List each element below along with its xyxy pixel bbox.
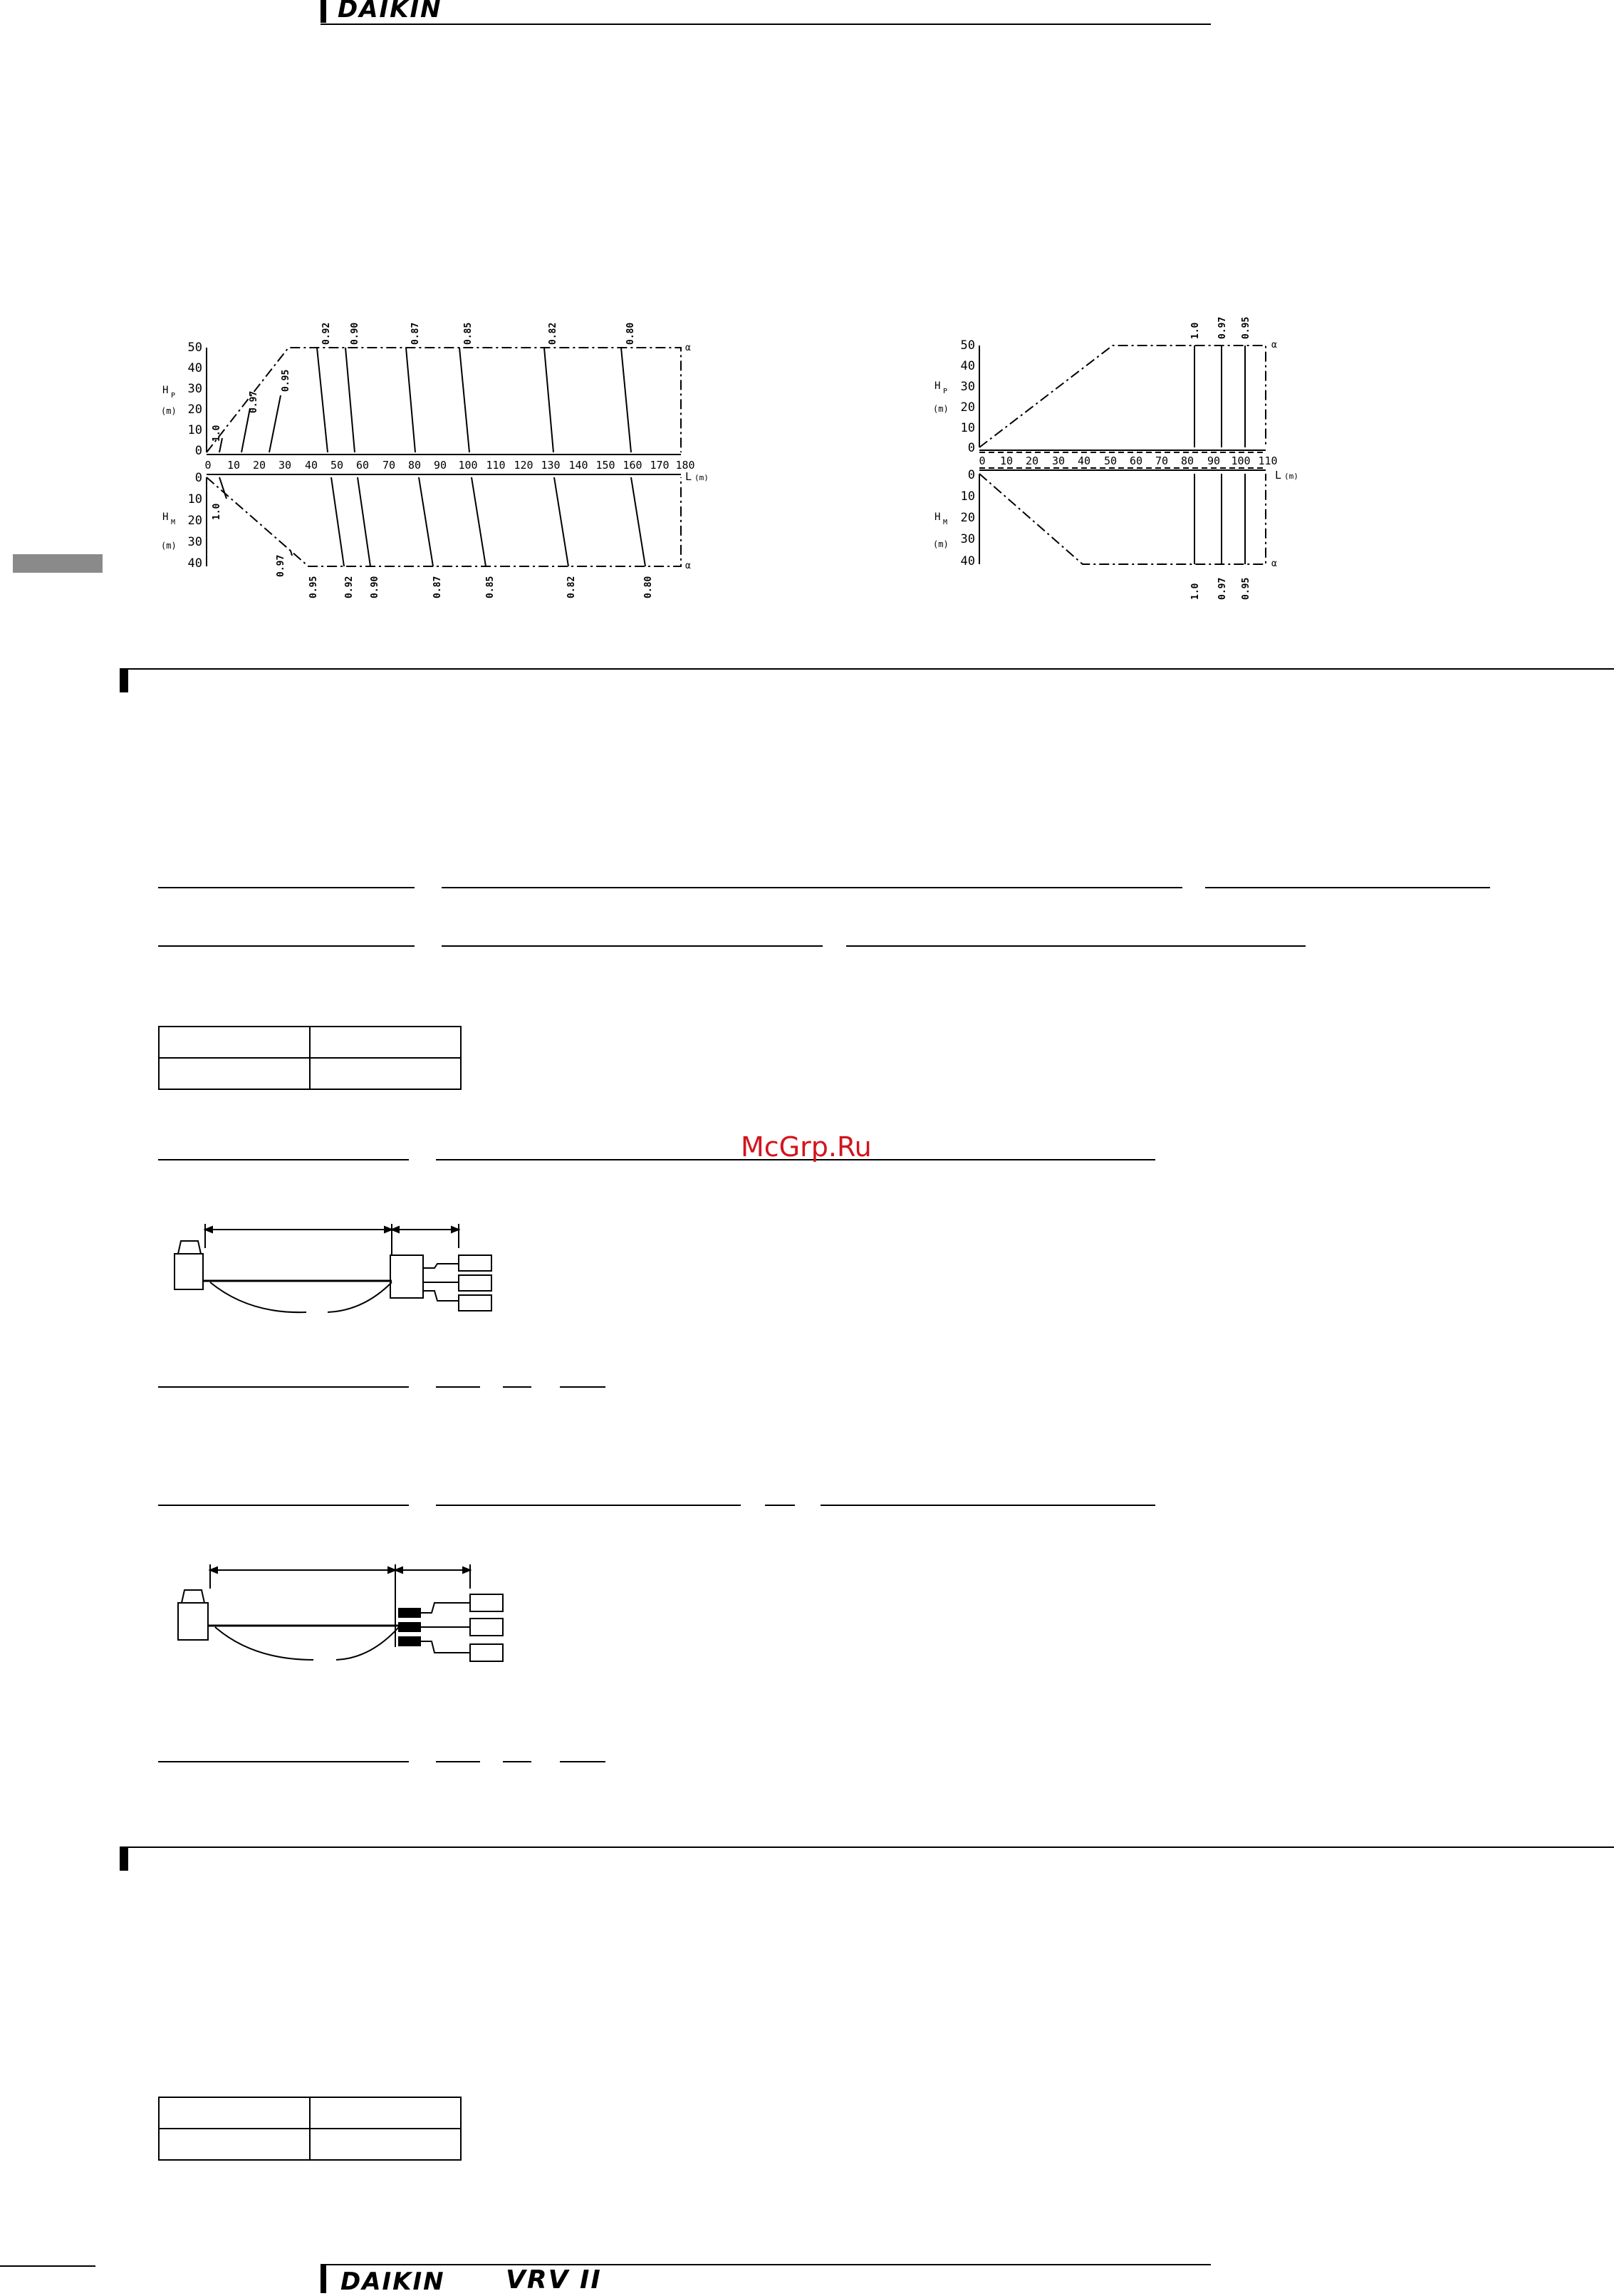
blank-table-2 xyxy=(158,2097,462,2161)
indoor-unit xyxy=(459,1255,491,1271)
form-blank xyxy=(442,945,823,947)
chart-left-top-factor: 0.92 xyxy=(321,322,332,345)
form-blank xyxy=(158,887,415,888)
chart-left-x-tick: 180 xyxy=(675,459,695,472)
chart-right-hp-tick: 30 xyxy=(960,380,975,394)
chart-right-x-tick: 0 xyxy=(979,454,986,467)
chart-left-x-tick: 160 xyxy=(623,459,642,472)
chart-left-hp-tick: 0 xyxy=(194,444,202,458)
form-blank xyxy=(158,1505,409,1506)
chart-left-hp-sub: P xyxy=(171,392,176,400)
chart-left-bottom-envelope xyxy=(207,477,681,566)
chart-right-hp-tick: 10 xyxy=(960,421,975,435)
chart-left-x-tick: 50 xyxy=(330,459,344,472)
form-blank xyxy=(158,1159,409,1160)
chart-left-bottom-factor: 0.92 xyxy=(344,576,355,598)
chart-left-x-tick: 70 xyxy=(382,459,396,472)
chart-left-hm-tick: 20 xyxy=(187,514,202,528)
chart-left-x-tick: 150 xyxy=(595,459,615,472)
header-rule xyxy=(321,24,1211,25)
chart-left xyxy=(142,313,712,606)
chart-left-x-tick: 10 xyxy=(227,459,241,472)
chart-right-x-tick: 20 xyxy=(1025,454,1039,467)
chart-left-hp-tick: 10 xyxy=(187,423,202,437)
chart-left-top-factor: 0.80 xyxy=(625,322,636,345)
section-1-marker xyxy=(120,668,128,692)
chart-right-hp-unit: (m) xyxy=(933,404,949,414)
chart-left-hp-label: H xyxy=(162,385,169,396)
chart-right-hp-label: H xyxy=(934,380,941,392)
chart-left-top-factor-lines xyxy=(219,348,631,452)
chart-left-x-tick: 100 xyxy=(458,459,478,472)
piping-diagram-2 xyxy=(171,1553,513,1667)
chart-left-bottom-factor: 0.97 xyxy=(276,554,286,577)
chart-left-x-tick: 90 xyxy=(433,459,447,472)
chart-left-bottom-factor-lines xyxy=(219,477,645,566)
chart-left-top-factor: 0.95 xyxy=(281,369,291,392)
chart-left-hp-unit: (m) xyxy=(161,406,177,416)
chart-right-hm-tick: 20 xyxy=(960,511,975,525)
chart-right-hm-tick: 10 xyxy=(960,489,975,504)
table-cell xyxy=(310,2129,461,2160)
chart-left-bottom-factor: 0.80 xyxy=(643,576,654,598)
header-brand-bar xyxy=(321,0,326,23)
chart-right-hm-unit: (m) xyxy=(933,539,949,549)
chart-right-bottom-factor: 0.95 xyxy=(1241,577,1251,600)
chart-left-x-tick: 40 xyxy=(304,459,318,472)
outdoor-unit xyxy=(178,1603,208,1640)
form-blank xyxy=(503,1386,531,1388)
chart-left-top-factor: 0.87 xyxy=(410,322,421,345)
chart-right-hp-tick: 50 xyxy=(960,338,975,353)
chart-right-bottom-factor: 1.0 xyxy=(1190,583,1201,600)
chart-right-top-factor: 0.95 xyxy=(1241,316,1251,339)
footer-product-logo: VRV II xyxy=(506,2265,602,2295)
form-blank xyxy=(436,1761,480,1762)
indoor-unit xyxy=(470,1619,503,1636)
indoor-unit xyxy=(459,1295,491,1311)
chart-right-hp-sub: P xyxy=(943,388,948,395)
chart-left-hm-label: H xyxy=(162,511,169,523)
chart-left-x-tick: 20 xyxy=(252,459,266,472)
chart-left-x-tick: 80 xyxy=(407,459,422,472)
table-cell xyxy=(310,1027,461,1058)
chart-left-bottom-factor: 0.90 xyxy=(370,576,380,598)
chart-left-hm-sub: M xyxy=(171,519,176,526)
chart-right-hp-tick: 40 xyxy=(960,359,975,373)
chart-left-hp-tick: 40 xyxy=(187,361,202,375)
table-cell xyxy=(159,1058,310,1089)
chart-right-hm-tick: 40 xyxy=(960,554,975,568)
chart-right-hp-tick: 20 xyxy=(960,400,975,415)
chart-right-bottom-envelope xyxy=(979,474,1266,564)
chart-left-top-envelope xyxy=(207,348,681,452)
form-blank xyxy=(765,1505,795,1506)
form-blank xyxy=(503,1761,531,1762)
footer-left-rule xyxy=(0,2265,95,2267)
form-blank xyxy=(158,945,415,947)
chart-right-x-tick: 80 xyxy=(1180,454,1194,467)
form-blank xyxy=(560,1761,605,1762)
outdoor-unit xyxy=(175,1254,203,1289)
chart-right-x-tick: 60 xyxy=(1129,454,1143,467)
table-cell xyxy=(310,2097,461,2129)
chart-left-hm-tick: 10 xyxy=(187,492,202,507)
chart-left-hm-unit: (m) xyxy=(161,541,177,551)
branch-joint xyxy=(399,1637,420,1646)
chart-left-hm-tick: 30 xyxy=(187,535,202,549)
chart-right-top-envelope xyxy=(979,346,1266,447)
chart-right-x-tick: 70 xyxy=(1155,454,1169,467)
piping-diagram-1 xyxy=(171,1211,499,1325)
table-cell xyxy=(159,2097,310,2129)
chart-left-x-unit: (m) xyxy=(694,473,709,482)
chart-left-x-tick: 120 xyxy=(514,459,533,472)
form-blank xyxy=(436,1505,741,1506)
chart-left-hm-tick: 0 xyxy=(194,471,202,485)
chart-right-hm-label: H xyxy=(934,511,941,523)
chart-left-x-tick: 30 xyxy=(278,459,292,472)
section-2-marker xyxy=(120,1846,128,1871)
chart-right-x-tick: 30 xyxy=(1051,454,1066,467)
chart-left-top-factor: 0.82 xyxy=(548,322,558,345)
section-1-rule xyxy=(120,668,1614,670)
chart-left-alpha-top: α xyxy=(685,343,691,353)
chart-left-bottom-factor: 0.85 xyxy=(485,576,496,598)
form-blank xyxy=(1205,887,1490,888)
chart-left-top-factor: 0.90 xyxy=(350,322,360,345)
chart-left-top-factor: 0.97 xyxy=(249,390,259,413)
chart-right-hm-sub: M xyxy=(943,519,948,526)
side-tab xyxy=(13,554,103,573)
chart-right-x-tick: 10 xyxy=(999,454,1014,467)
chart-left-hm-tick: 40 xyxy=(187,556,202,571)
chart-left-top-factor: 0.85 xyxy=(463,322,474,345)
section-2-rule xyxy=(120,1846,1614,1848)
chart-left-alpha-bottom: α xyxy=(685,561,691,571)
chart-left-bottom-factor: 0.87 xyxy=(432,576,443,598)
chart-right-bottom-factor: 0.97 xyxy=(1217,577,1228,600)
chart-right-hm-tick: 30 xyxy=(960,532,975,546)
chart-right-top-factor: 0.97 xyxy=(1217,316,1228,339)
table-cell xyxy=(159,2129,310,2160)
chart-right-alpha-bottom: α xyxy=(1271,559,1277,569)
chart-left-hp-tick: 30 xyxy=(187,382,202,396)
chart-left-x-tick: 110 xyxy=(486,459,506,472)
table-cell xyxy=(159,1027,310,1058)
chart-left-bottom-factor: 0.95 xyxy=(308,576,319,598)
chart-right-hm-tick: 0 xyxy=(967,468,975,482)
chart-left-hp-tick: 50 xyxy=(187,341,202,355)
footer-brand-logo: DAIKIN xyxy=(340,2268,445,2296)
indoor-unit xyxy=(470,1644,503,1661)
chart-right-x-tick: 50 xyxy=(1103,454,1118,467)
form-blank xyxy=(846,945,1306,947)
chart-left-bottom-factor: 0.82 xyxy=(566,576,577,598)
branch-joint xyxy=(399,1623,420,1631)
form-blank xyxy=(158,1761,409,1762)
chart-right-x-label: L xyxy=(1275,469,1282,482)
form-blank xyxy=(436,1386,480,1388)
chart-right xyxy=(912,306,1311,606)
chart-left-x-tick: 130 xyxy=(541,459,561,472)
indoor-unit xyxy=(470,1594,503,1611)
chart-right-x-tick: 40 xyxy=(1077,454,1091,467)
form-blank xyxy=(158,1386,409,1388)
chart-left-hp-tick: 20 xyxy=(187,402,202,417)
chart-left-x-tick: 0 xyxy=(204,459,212,472)
watermark-text: McGrp.Ru xyxy=(741,1131,872,1163)
chart-left-top-factor: 1.0 xyxy=(212,425,222,442)
footer-rule xyxy=(321,2264,1211,2265)
chart-right-top-factor: 1.0 xyxy=(1190,322,1201,339)
chart-left-x-tick: 60 xyxy=(355,459,370,472)
form-blank xyxy=(560,1386,605,1388)
chart-right-x-tick: 90 xyxy=(1207,454,1221,467)
header-brand-logo: DAIKIN xyxy=(338,0,442,24)
chart-left-x-label: L xyxy=(685,470,692,483)
chart-right-x-tick: 100 xyxy=(1231,454,1251,467)
chart-right-alpha-top: α xyxy=(1271,340,1277,350)
indoor-unit xyxy=(459,1275,491,1291)
chart-right-hp-tick: 0 xyxy=(967,441,975,455)
form-blank xyxy=(821,1505,1155,1506)
chart-left-x-tick: 140 xyxy=(568,459,588,472)
footer-brand-bar xyxy=(321,2265,326,2293)
chart-left-x-tick: 170 xyxy=(650,459,670,472)
blank-table-1 xyxy=(158,1026,462,1090)
branch-joint xyxy=(399,1609,420,1617)
table-cell xyxy=(310,1058,461,1089)
chart-right-x-unit: (m) xyxy=(1284,472,1298,481)
form-blank xyxy=(442,887,1182,888)
chart-left-bottom-factor: 1.0 xyxy=(212,503,222,520)
chart-right-x-tick: 110 xyxy=(1258,454,1278,467)
